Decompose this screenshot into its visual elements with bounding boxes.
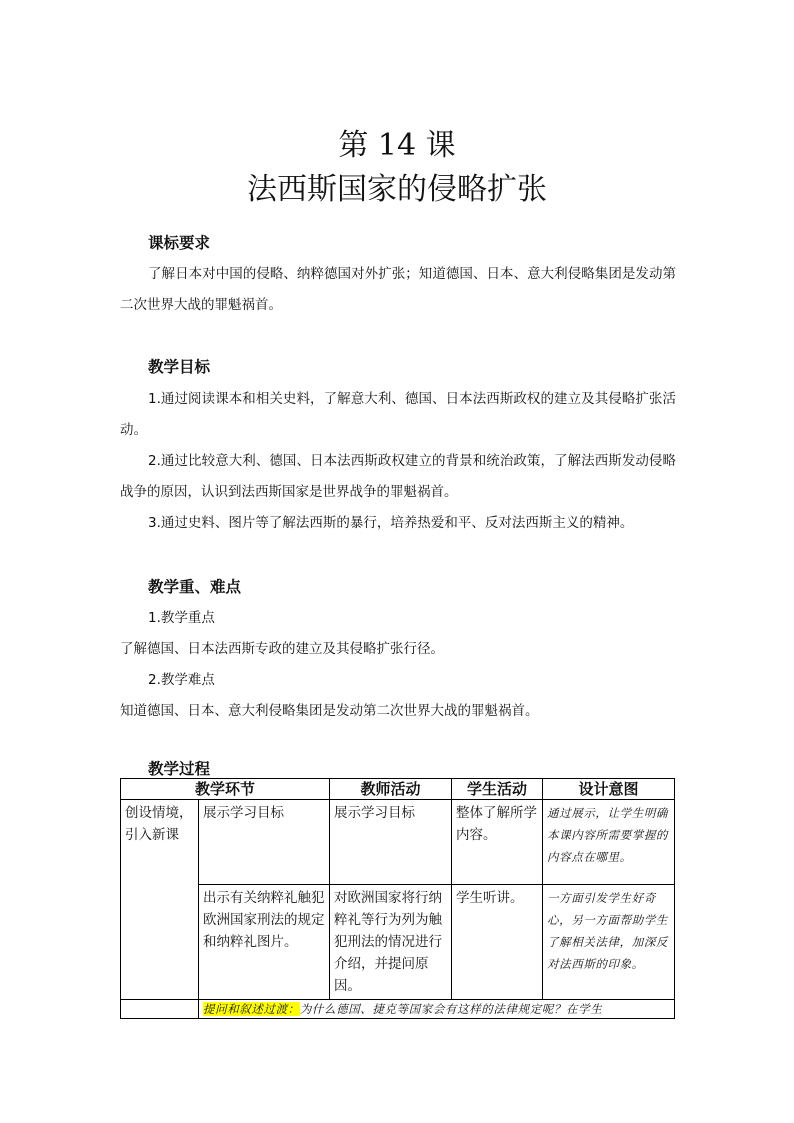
stage-cell: 创设情境，引入新课: [121, 800, 199, 1000]
goal-item-2: 2.通过比较意大利、德国、日本法西斯政权建立的背景和统治政策，了解法西斯发动侵略战争的原因，认识到法西斯国家是世界战争的罪魁祸首。: [120, 453, 676, 500]
table-row: [121, 1000, 675, 1019]
teacher-activity-cell: 对欧洲国家将行纳粹礼等行为列为触犯刑法的情况进行介绍，并提问原因。: [330, 885, 452, 1000]
transition-text: 为什么德国、捷克等国家会有这样的法律规定呢？在学生: [299, 1002, 603, 1016]
goal-item-3: 3.通过史料、图片等了解法西斯的暴行，培养热爱和平、反对法西斯主义的精神。: [148, 515, 634, 531]
teacher-activity-cell: 展示学习目标: [330, 800, 452, 885]
design-intent-cell: 通过展示，让学生明确本课内容所需要掌握的内容点在哪里。: [543, 800, 675, 885]
header-intent: 设计意图: [543, 779, 675, 800]
goal-item-1: 1.通过阅读课本和相关史料，了解意大利、德国、日本法西斯政权的建立及其侵略扩张活动。: [120, 391, 676, 438]
goals-heading: 教学目标: [148, 358, 211, 376]
sub-stage-cell: 出示有关纳粹礼触犯欧洲国家刑法的规定和纳粹礼图片。: [199, 885, 330, 1000]
header-teacher: 教师活动: [330, 779, 452, 800]
keypoints-heading: 教学重、难点: [148, 578, 242, 596]
process-heading: 教学过程: [148, 760, 211, 778]
table-row: [121, 800, 675, 885]
key-point-label: 1.教学重点: [148, 610, 215, 626]
difficult-point-label: 2.教学难点: [148, 672, 215, 688]
sub-stage-cell: 展示学习目标: [199, 800, 330, 885]
empty-cell: [121, 1000, 199, 1019]
lesson-title: 法西斯国家的侵略扩张: [247, 172, 547, 207]
student-activity-cell: 整体了解所学内容。: [452, 800, 543, 885]
student-activity-cell: 学生听讲。: [452, 885, 543, 1000]
lesson-number: 第 14 课: [338, 128, 456, 163]
requirements-text: 了解日本对中国的侵略、纳粹德国对外扩张；知道德国、日本、意大利侵略集团是发动第二次世界大战的罪魁祸首。: [120, 266, 676, 313]
difficult-point-text: 知道德国、日本、意大利侵略集团是发动第二次世界大战的罪魁祸首。: [120, 703, 539, 719]
header-stage: 教学环节: [121, 779, 330, 800]
header-student: 学生活动: [452, 779, 543, 800]
table-header-row: [121, 779, 675, 800]
design-intent-cell: 一方面引发学生好奇心，另一方面帮助学生了解相关法律，加深反对法西斯的印象。: [543, 885, 675, 1000]
table-row: [121, 885, 675, 1000]
teaching-process-table: [120, 778, 675, 1019]
requirements-heading: 课标要求: [148, 234, 211, 252]
transition-label: 提问和叙述过渡：: [203, 1002, 300, 1016]
transition-cell: [199, 1000, 675, 1019]
key-point-text: 了解德国、日本法西斯专政的建立及其侵略扩张行径。: [120, 641, 444, 657]
